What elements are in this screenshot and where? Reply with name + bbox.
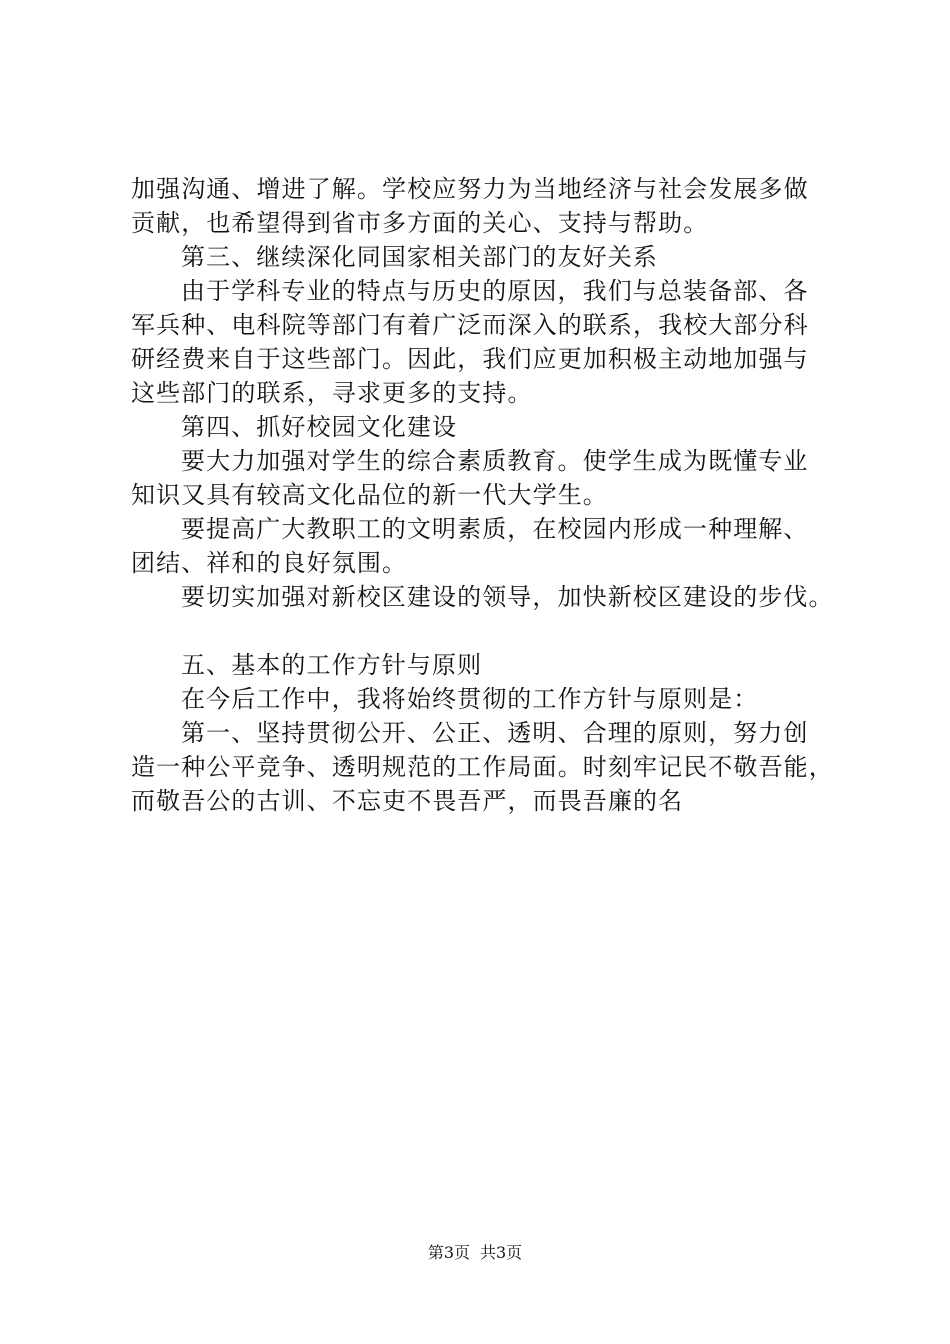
- paragraph-line: 这些部门的联系，寻求更多的支持。: [131, 379, 533, 407]
- paragraph-line: 第一、坚持贯彻公开、公正、透明、合理的原则，努力创: [181, 719, 809, 747]
- paragraph-line: 要大力加强对学生的综合素质教育。使学生成为既懂专业: [181, 447, 809, 475]
- paragraph-line: 造一种公平竞争、透明规范的工作局面。时刻牢记民不敬吾能，: [131, 753, 834, 781]
- paragraph-line: 而敬吾公的古训、不忘吏不畏吾严，而畏吾廉的名: [131, 787, 684, 815]
- section-heading: 第三、继续深化同国家相关部门的友好关系: [181, 243, 658, 271]
- paragraph-line: 要提高广大教职工的文明素质，在校园内形成一种理解、: [181, 515, 809, 543]
- paragraph-line: 团结、祥和的良好氛围。: [131, 549, 408, 577]
- section-heading: 第四、抓好校园文化建设: [181, 413, 458, 441]
- page-number: 第3页: [427, 1243, 470, 1262]
- paragraph-line: 贡献，也希望得到省市多方面的关心、支持与帮助。: [131, 209, 709, 237]
- page-total: 共3页: [480, 1243, 523, 1262]
- paragraph-line: 加强沟通、增进了解。学校应努力为当地经济与社会发展多做: [131, 175, 809, 203]
- page-footer: [0, 1242, 950, 1264]
- paragraph-line: 要切实加强对新校区建设的领导，加快新校区建设的步伐。: [181, 583, 834, 611]
- paragraph-line: 在今后工作中，我将始终贯彻的工作方针与原则是：: [181, 685, 759, 713]
- paragraph-line: 军兵种、电科院等部门有着广泛而深入的联系，我校大部分科: [131, 311, 809, 339]
- paragraph-line: 由于学科专业的特点与历史的原因，我们与总装备部、各: [181, 277, 809, 305]
- paragraph-line: 知识又具有较高文化品位的新一代大学生。: [131, 481, 608, 509]
- section-heading: 五、基本的工作方针与原则: [181, 651, 483, 679]
- paragraph-line: 研经费来自于这些部门。因此，我们应更加积极主动地加强与: [131, 345, 809, 373]
